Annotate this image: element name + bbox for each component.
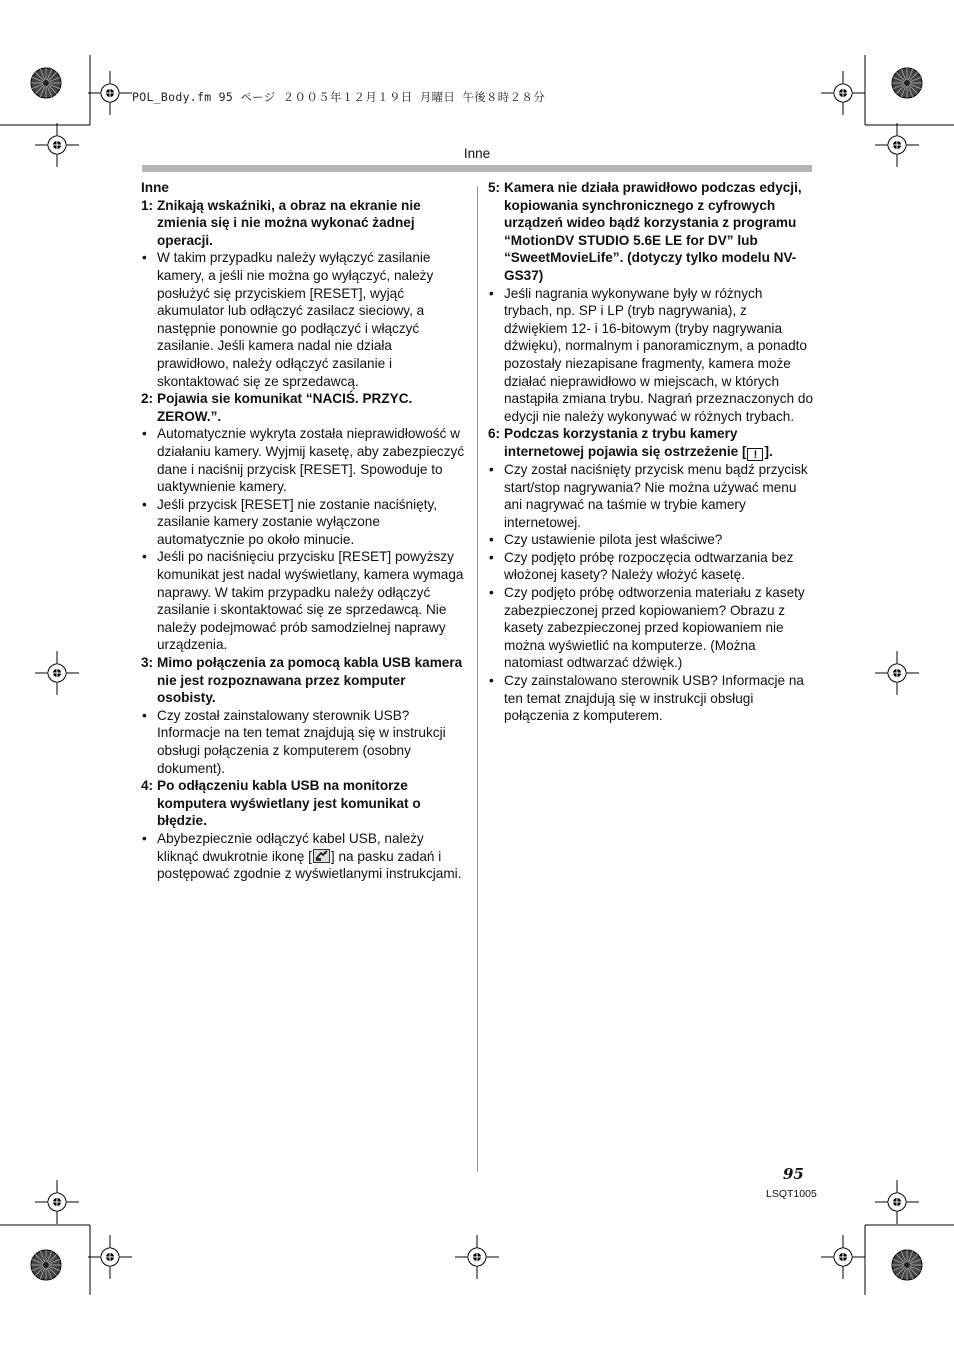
bullet-text-after-icon: ] na pasku zadań i postępować zgodnie z wyświetlanymi instrukcjami.: [157, 848, 462, 882]
document-code: LSQT1005: [766, 1188, 817, 1200]
section-title: Inne: [463, 146, 491, 161]
bullet-item: [141, 830, 467, 883]
bullet-text: Jeśli przycisk [RESET] nie zostanie naciśnięty, zasilanie kamery zostanie wyłączone automatycznie po około minucie.: [157, 496, 438, 547]
question-3: [141, 654, 467, 707]
bullet-item: [488, 531, 814, 549]
question-number: 4:: [141, 778, 154, 794]
bullet-mark: •: [489, 673, 494, 689]
question-6: [488, 425, 814, 461]
bullet-item: [488, 285, 814, 426]
bullet-item: [141, 707, 467, 777]
question-number: 2:: [141, 391, 154, 407]
question-number: 1:: [141, 197, 154, 213]
bullet-text: [157, 830, 467, 883]
right-column: [488, 179, 814, 725]
bullet-item: [488, 461, 814, 531]
question-text: Po odłączeniu kabla USB na monitorze komputera wyświetlany jest komunikat o błędzie.: [157, 778, 421, 829]
question-number: 6:: [488, 426, 501, 442]
question-5: [488, 179, 814, 285]
bullet-mark: •: [489, 549, 494, 565]
column-heading: Inne: [141, 180, 169, 195]
bullet-mark: •: [142, 707, 147, 723]
left-column: [141, 179, 467, 883]
question-text: Kamera nie działa prawidłowo podczas edycji, kopiowania synchronicznego z cyfrowych urządzeń wideo bądź korzystania z programu “MotionDV STUDIO 5.6E LE for DV” lub “SweetMovieLife”. (dotyczy tylko modelu NV-GS37): [504, 180, 802, 283]
column-divider: [477, 186, 478, 1172]
bullet-mark: •: [142, 250, 147, 266]
bullet-mark: •: [489, 532, 494, 548]
bullet-mark: •: [142, 426, 147, 442]
bullet-mark: •: [142, 830, 147, 846]
warning-icon: !: [747, 448, 763, 461]
bullet-mark: •: [142, 549, 147, 565]
bullet-text-before-icon: Abybezpiecznie odłączyć kabel USB, należy kliknąć dwukrotnie ikonę [: [157, 830, 424, 864]
bullet-mark: •: [142, 496, 147, 512]
bullet-text: Czy podjęto próbę odtworzenia materiału z kasety zabezpieczonej przed kopiowaniem? Obrazu z kasety zabezpieczonej przed kopiowaniem nie można wyświetlić na komputerze. (Można natomiast odtwarzać dźwięk.): [504, 585, 805, 671]
bullet-mark: •: [489, 461, 494, 477]
bullet-item: [141, 249, 467, 390]
title-bar: [142, 165, 812, 172]
bullet-item: [141, 496, 467, 549]
question-text: [504, 425, 814, 461]
bullet-item: [488, 549, 814, 584]
bullet-item: [488, 584, 814, 672]
page-number: 95: [783, 1165, 804, 1183]
bullet-text: Jeśli nagrania wykonywane były w różnych trybach, np. SP i LP (tryb nagrywania), z dźwiękiem 12- i 16-bitowym (tryby nagrywania dźwięku), normalnym i panoramicznym, a ponadto pozostały niezapisane fragmenty, kamera może działać nieprawidłowo w miejscach, w których nastąpiła zmiana trybu. Nagrań przeznaczonych do edycji nie należy wykonywać w różnych trybach.: [504, 285, 814, 424]
question-text-before-icon: Podczas korzystania z trybu kamery internetowej pojawia się ostrzeżenie [: [504, 426, 747, 459]
bullet-text: Czy podjęto próbę rozpoczęcia odtwarzania bez włożonej kasety? Należy włożyć kasetę.: [504, 549, 794, 583]
bullet-mark: •: [489, 285, 494, 301]
question-2: [141, 390, 467, 425]
bullet-text: Czy ustawienie pilota jest właściwe?: [504, 532, 723, 548]
question-text: Pojawia sie komunikat “NACIŚ. PRZYC. ZEROW.”.: [157, 391, 413, 424]
question-number: 5:: [488, 180, 501, 195]
bullet-item: [488, 672, 814, 725]
usb-safely-remove-icon: [313, 849, 330, 863]
question-1: [141, 197, 467, 250]
bullet-text: Czy zainstalowano sterownik USB? Informacje na ten temat znajdują się w instrukcji obsługi połączenia z komputerem.: [504, 673, 804, 724]
question-4: [141, 777, 467, 830]
question-text-after-icon: ].: [764, 443, 773, 459]
bullet-text: Jeśli po naciśnięciu przycisku [RESET] powyższy komunikat jest nadal wyświetlany, kamera wymaga naprawy. W takim przypadku należy odłączyć zasilanie i skontaktować się ze sprzedawcą. Nie należy podejmować prób samodzielnej naprawy urządzenia.: [157, 549, 464, 653]
bullet-text: Czy został zainstalowany sterownik USB? Informacje na ten temat znajdują się w instrukcji obsługi połączenia z komputerem (osobny dokument).: [157, 707, 446, 776]
bullet-item: [141, 425, 467, 495]
bullet-text: Czy został naciśnięty przycisk menu bądź przycisk start/stop nagrywania? Nie można używać menu ani nagrywać na taśmie w trybie kamery internetowej.: [504, 461, 808, 530]
bullet-text: Automatycznie wykryta została nieprawidłowość w działaniu kamery. Wyjmij kasetę, aby zabezpieczyć dane i naciśnij przycisk [RESET]. Spowoduje to uaktywnienie kamery.: [157, 426, 465, 495]
question-text: Znikają wskaźniki, a obraz na ekranie nie zmienia się i nie można wykonać żadnej operacji.: [157, 197, 421, 248]
bullet-item: [141, 548, 467, 654]
bullet-text: W takim przypadku należy wyłączyć zasilanie kamery, a jeśli nie można go wyłączyć, należy posłużyć się przyciskiem [RESET], wyjąć akumulator lub odłączyć zasilacz sieciowy, a następnie ponownie go podłączyć i włączyć zasilanie. Jeśli kamera nadal nie działa prawidłowo, należy odłączyć zasilanie i skontaktować się ze sprzedawcą.: [157, 250, 434, 389]
bullet-mark: •: [489, 585, 494, 601]
question-text: Mimo połączenia za pomocą kabla USB kamera nie jest rozpoznawana przez komputer osobisty.: [157, 655, 463, 706]
question-number: 3:: [141, 655, 154, 671]
print-header: POL_Body.fm 95 ページ ２００５年１２月１９日 月曜日 午後８時２８分: [132, 90, 545, 104]
